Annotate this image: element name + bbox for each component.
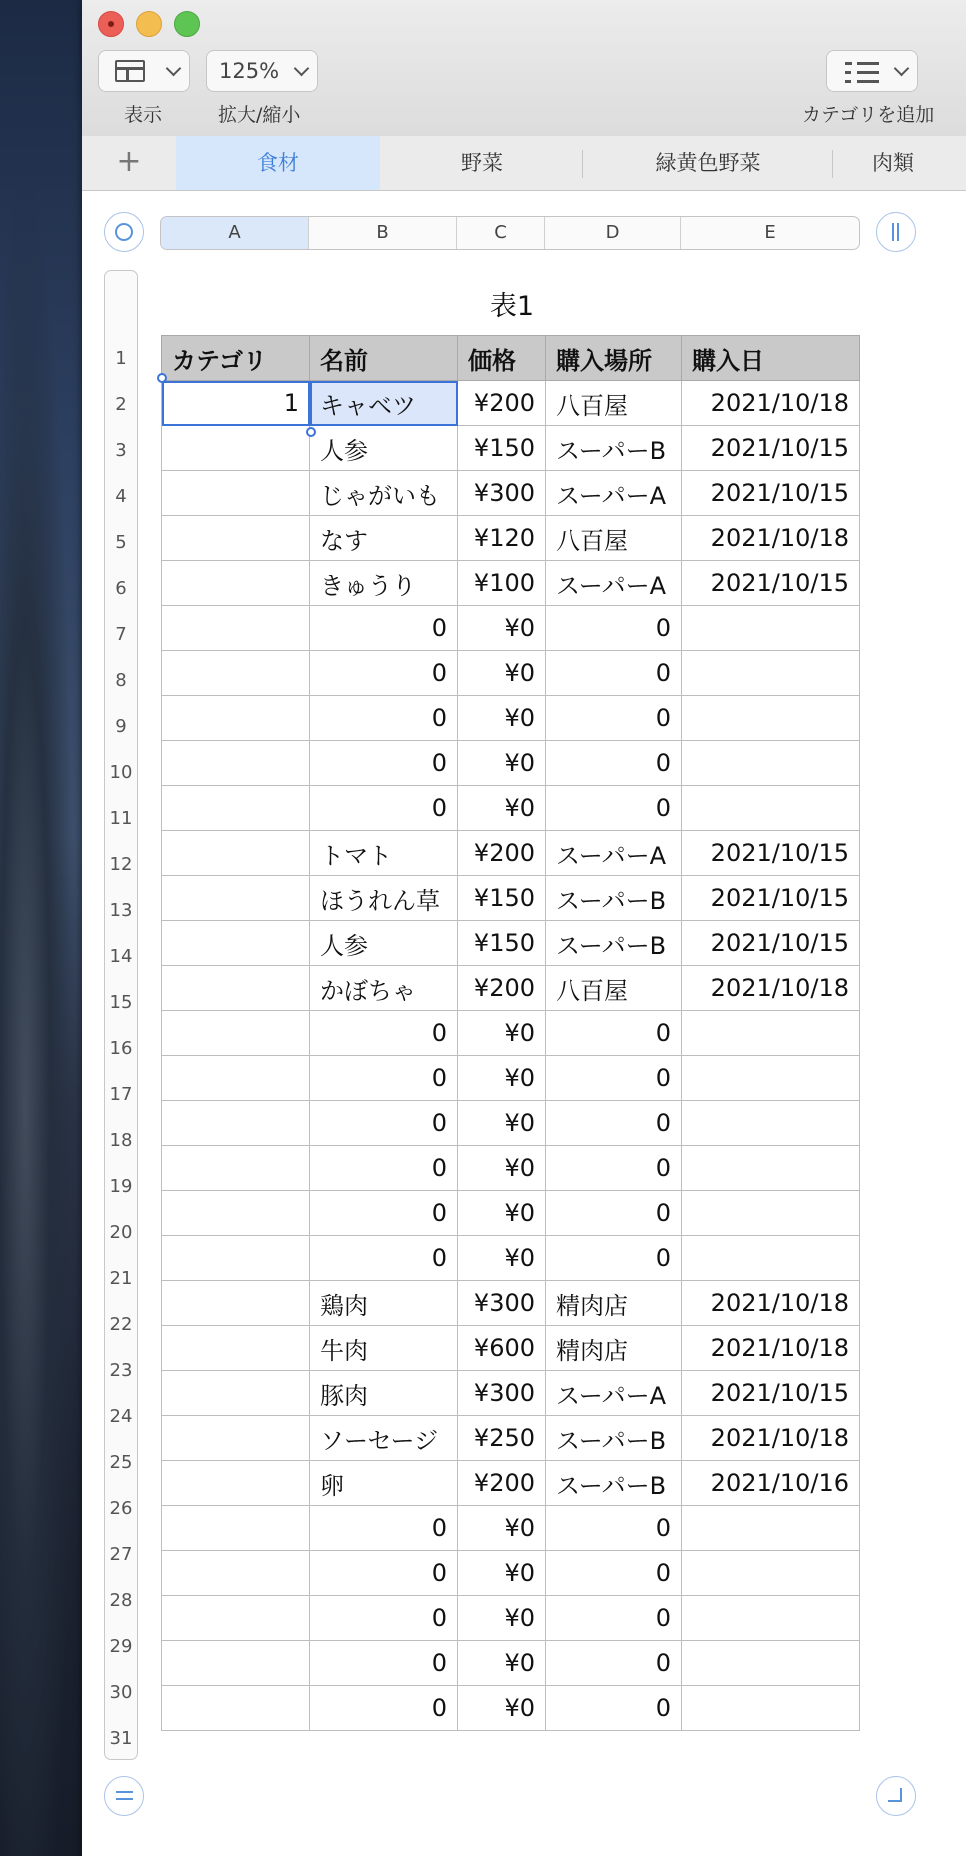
- date-cell[interactable]: 2021/10/18: [682, 1281, 860, 1326]
- date-cell[interactable]: [682, 651, 860, 696]
- header-category[interactable]: カテゴリ: [162, 336, 310, 381]
- category-cell[interactable]: [162, 1101, 310, 1146]
- table-row: [162, 1371, 860, 1416]
- category-cell[interactable]: [162, 1056, 310, 1101]
- row-header[interactable]: 24: [109, 1406, 133, 1427]
- place-cell[interactable]: 0: [546, 1011, 682, 1056]
- table-row: [162, 1596, 860, 1641]
- date-cell[interactable]: 2021/10/18: [682, 1326, 860, 1371]
- column-header-c[interactable]: C: [457, 217, 545, 249]
- category-cell[interactable]: [162, 606, 310, 651]
- category-cell[interactable]: [162, 1461, 310, 1506]
- price-cell[interactable]: ¥120: [458, 516, 546, 561]
- place-cell[interactable]: スーパーB: [546, 921, 682, 966]
- spreadsheet-table: [161, 335, 860, 1731]
- date-cell[interactable]: [682, 1191, 860, 1236]
- toolbar: [82, 0, 966, 137]
- resize-table-handle[interactable]: [876, 1776, 916, 1816]
- date-cell[interactable]: [682, 1596, 860, 1641]
- price-cell[interactable]: ¥0: [458, 1506, 546, 1551]
- column-handle-icon: [892, 223, 899, 241]
- name-cell[interactable]: キャベツ: [310, 381, 458, 426]
- row-header-bar: [104, 270, 138, 1760]
- row-header[interactable]: 5: [115, 532, 127, 553]
- name-cell[interactable]: 0: [310, 1236, 458, 1281]
- table-row: [162, 1641, 860, 1686]
- category-cell[interactable]: [162, 1641, 310, 1686]
- row-header[interactable]: 7: [115, 624, 127, 645]
- table-row: [162, 1011, 860, 1056]
- table-row: [162, 561, 860, 606]
- table-row: [162, 471, 860, 516]
- table-row: [162, 1191, 860, 1236]
- zoom-button[interactable]: [206, 50, 318, 92]
- tab-ryokuoushoku-yasai[interactable]: 緑黄色野菜: [655, 151, 761, 175]
- date-cell[interactable]: [682, 1686, 860, 1731]
- date-cell[interactable]: [682, 1011, 860, 1056]
- category-cell[interactable]: [162, 651, 310, 696]
- name-cell[interactable]: 0: [310, 1551, 458, 1596]
- table-row: [162, 1461, 860, 1506]
- name-cell[interactable]: 鶏肉: [310, 1281, 458, 1326]
- column-header-e[interactable]: E: [764, 222, 776, 243]
- name-cell[interactable]: 0: [310, 1641, 458, 1686]
- date-cell[interactable]: 2021/10/18: [682, 381, 860, 426]
- row-header[interactable]: 13: [109, 900, 133, 921]
- category-cell[interactable]: [162, 516, 310, 561]
- table-row: [162, 1281, 860, 1326]
- date-cell[interactable]: [682, 1641, 860, 1686]
- price-cell[interactable]: ¥150: [458, 426, 546, 471]
- place-cell[interactable]: 0: [546, 1686, 682, 1731]
- place-cell[interactable]: 精肉店: [546, 1326, 682, 1371]
- price-cell[interactable]: ¥150: [458, 921, 546, 966]
- name-cell[interactable]: 卵: [310, 1461, 458, 1506]
- table-row: [162, 741, 860, 786]
- price-cell[interactable]: ¥300: [458, 1281, 546, 1326]
- category-cell[interactable]: [162, 966, 310, 1011]
- tab-shokuzai[interactable]: 食材: [176, 136, 380, 190]
- date-cell[interactable]: 2021/10/18: [682, 516, 860, 561]
- date-cell[interactable]: 2021/10/15: [682, 876, 860, 921]
- name-cell[interactable]: 0: [310, 1056, 458, 1101]
- category-cell[interactable]: [162, 1326, 310, 1371]
- row-handle-icon: [116, 1791, 133, 1800]
- place-cell[interactable]: スーパーB: [546, 1461, 682, 1506]
- price-cell[interactable]: ¥600: [458, 1326, 546, 1371]
- row-header[interactable]: 28: [109, 1590, 133, 1611]
- name-cell[interactable]: 0: [310, 1011, 458, 1056]
- table-row: [162, 966, 860, 1011]
- name-cell[interactable]: 0: [310, 1686, 458, 1731]
- date-cell[interactable]: [682, 1551, 860, 1596]
- category-cell[interactable]: [162, 1686, 310, 1731]
- table-row: [162, 1686, 860, 1731]
- row-header[interactable]: 17: [109, 1084, 133, 1105]
- price-cell[interactable]: ¥300: [458, 1371, 546, 1416]
- close-window-button[interactable]: [98, 11, 124, 37]
- place-cell[interactable]: 0: [546, 696, 682, 741]
- category-cell[interactable]: [162, 561, 310, 606]
- date-cell[interactable]: 2021/10/15: [682, 1371, 860, 1416]
- category-cell[interactable]: [162, 1236, 310, 1281]
- tab-separator: [582, 150, 583, 178]
- place-cell[interactable]: スーパーA: [546, 831, 682, 876]
- category-cell[interactable]: [162, 786, 310, 831]
- name-cell[interactable]: 0: [310, 696, 458, 741]
- header-place[interactable]: 購入場所: [546, 336, 682, 381]
- name-cell[interactable]: 人参: [310, 426, 458, 471]
- table-row: [162, 381, 860, 426]
- date-cell[interactable]: 2021/10/18: [682, 1416, 860, 1461]
- row-header[interactable]: 20: [109, 1222, 133, 1243]
- date-cell[interactable]: 2021/10/16: [682, 1461, 860, 1506]
- list-icon: [845, 61, 879, 83]
- place-cell[interactable]: 0: [546, 1551, 682, 1596]
- name-cell[interactable]: 人参: [310, 921, 458, 966]
- row-header[interactable]: 14: [109, 946, 133, 967]
- row-header[interactable]: 8: [115, 670, 127, 691]
- header-name[interactable]: 名前: [310, 336, 458, 381]
- selection-handle-top[interactable]: [157, 373, 167, 383]
- table-row: [162, 426, 860, 471]
- table-row: [162, 786, 860, 831]
- table-row: [162, 1101, 860, 1146]
- price-cell[interactable]: ¥0: [458, 1641, 546, 1686]
- date-cell[interactable]: [682, 786, 860, 831]
- circle-icon: [115, 223, 133, 241]
- row-header[interactable]: 18: [109, 1130, 133, 1151]
- price-cell[interactable]: ¥200: [458, 831, 546, 876]
- name-cell[interactable]: 0: [310, 1191, 458, 1236]
- price-cell[interactable]: ¥250: [458, 1416, 546, 1461]
- row-header[interactable]: 31: [109, 1728, 133, 1749]
- category-cell[interactable]: [162, 471, 310, 516]
- category-cell[interactable]: [162, 1506, 310, 1551]
- category-cell[interactable]: [162, 1011, 310, 1056]
- place-cell[interactable]: 八百屋: [546, 516, 682, 561]
- tab-separator: [832, 150, 833, 178]
- name-cell[interactable]: 牛肉: [310, 1326, 458, 1371]
- row-header[interactable]: 21: [109, 1268, 133, 1289]
- price-cell[interactable]: ¥0: [458, 1056, 546, 1101]
- table-row: [162, 1416, 860, 1461]
- place-cell[interactable]: スーパーA: [546, 561, 682, 606]
- date-cell[interactable]: [682, 606, 860, 651]
- category-cell[interactable]: [162, 1146, 310, 1191]
- name-cell[interactable]: 0: [310, 786, 458, 831]
- zoom-value: 125%: [219, 59, 280, 83]
- price-cell[interactable]: ¥0: [458, 1551, 546, 1596]
- sidebar-layout-icon: [115, 60, 145, 82]
- date-cell[interactable]: 2021/10/15: [682, 471, 860, 516]
- name-cell[interactable]: 0: [310, 606, 458, 651]
- category-cell[interactable]: [162, 1551, 310, 1596]
- place-cell[interactable]: 0: [546, 1101, 682, 1146]
- row-header[interactable]: 6: [115, 578, 127, 599]
- category-cell[interactable]: [162, 831, 310, 876]
- add-sheet-button[interactable]: +: [116, 144, 142, 179]
- row-header[interactable]: 3: [115, 440, 127, 461]
- place-cell[interactable]: 0: [546, 1191, 682, 1236]
- price-cell[interactable]: ¥0: [458, 741, 546, 786]
- price-cell[interactable]: ¥0: [458, 1146, 546, 1191]
- name-cell[interactable]: かぼちゃ: [310, 966, 458, 1011]
- date-cell[interactable]: 2021/10/15: [682, 831, 860, 876]
- row-header[interactable]: 12: [109, 854, 133, 875]
- tab-nikurui[interactable]: 肉類: [872, 151, 914, 175]
- add-column-handle[interactable]: [876, 212, 916, 252]
- zoom-window-button[interactable]: [174, 11, 200, 37]
- category-cell[interactable]: 1: [162, 381, 310, 426]
- date-cell[interactable]: [682, 741, 860, 786]
- date-cell[interactable]: 2021/10/15: [682, 921, 860, 966]
- date-cell[interactable]: [682, 1101, 860, 1146]
- table-title: 表1: [489, 291, 535, 322]
- place-cell[interactable]: スーパーA: [546, 471, 682, 516]
- add-category-label: カテゴリを追加: [802, 104, 935, 126]
- category-cell[interactable]: [162, 1191, 310, 1236]
- place-cell[interactable]: 0: [546, 1596, 682, 1641]
- table-row: [162, 696, 860, 741]
- name-cell[interactable]: なす: [310, 516, 458, 561]
- table-row: [162, 1056, 860, 1101]
- category-cell[interactable]: [162, 1371, 310, 1416]
- date-cell[interactable]: 2021/10/15: [682, 426, 860, 471]
- category-cell[interactable]: [162, 921, 310, 966]
- place-cell[interactable]: 0: [546, 1236, 682, 1281]
- name-cell[interactable]: トマト: [310, 831, 458, 876]
- name-cell[interactable]: 豚肉: [310, 1371, 458, 1416]
- row-header[interactable]: 16: [109, 1038, 133, 1059]
- row-header[interactable]: 22: [109, 1314, 133, 1335]
- table-row: [162, 1326, 860, 1371]
- price-cell[interactable]: ¥200: [458, 966, 546, 1011]
- table-row: [162, 876, 860, 921]
- place-cell[interactable]: スーパーB: [546, 426, 682, 471]
- place-cell[interactable]: 0: [546, 1056, 682, 1101]
- price-cell[interactable]: ¥200: [458, 1461, 546, 1506]
- table-row: [162, 606, 860, 651]
- price-cell[interactable]: ¥0: [458, 1686, 546, 1731]
- table-row: [162, 1236, 860, 1281]
- table-row: [162, 921, 860, 966]
- date-cell[interactable]: 2021/10/15: [682, 561, 860, 606]
- row-header[interactable]: 25: [109, 1452, 133, 1473]
- date-cell[interactable]: [682, 1146, 860, 1191]
- price-cell[interactable]: ¥0: [458, 1596, 546, 1641]
- date-cell[interactable]: 2021/10/18: [682, 966, 860, 1011]
- place-cell[interactable]: 八百屋: [546, 966, 682, 1011]
- price-cell[interactable]: ¥0: [458, 1191, 546, 1236]
- chevron-down-icon: [166, 61, 182, 77]
- place-cell[interactable]: 精肉店: [546, 1281, 682, 1326]
- name-cell[interactable]: 0: [310, 1596, 458, 1641]
- price-cell[interactable]: ¥0: [458, 1236, 546, 1281]
- price-cell[interactable]: ¥300: [458, 471, 546, 516]
- name-cell[interactable]: 0: [310, 1101, 458, 1146]
- date-cell[interactable]: [682, 696, 860, 741]
- place-cell[interactable]: スーパーB: [546, 1416, 682, 1461]
- row-header[interactable]: 15: [109, 992, 133, 1013]
- price-cell[interactable]: ¥100: [458, 561, 546, 606]
- row-header[interactable]: 4: [115, 486, 127, 507]
- column-header-b[interactable]: B: [309, 217, 457, 249]
- date-cell[interactable]: [682, 1506, 860, 1551]
- date-cell[interactable]: [682, 1236, 860, 1281]
- place-cell[interactable]: 0: [546, 786, 682, 831]
- desktop-wallpaper: [0, 0, 84, 1856]
- row-header[interactable]: 19: [109, 1176, 133, 1197]
- row-header[interactable]: 29: [109, 1636, 133, 1657]
- chevron-down-icon: [294, 61, 310, 77]
- price-cell[interactable]: ¥0: [458, 786, 546, 831]
- view-button[interactable]: [98, 50, 190, 92]
- tab-yasai[interactable]: 野菜: [461, 151, 503, 175]
- name-cell[interactable]: 0: [310, 651, 458, 696]
- table-row: [162, 831, 860, 876]
- place-cell[interactable]: 0: [546, 1146, 682, 1191]
- minimize-window-button[interactable]: [136, 11, 162, 37]
- name-cell[interactable]: ほうれん草: [310, 876, 458, 921]
- select-table-button[interactable]: [104, 212, 144, 252]
- name-cell[interactable]: じゃがいも: [310, 471, 458, 516]
- price-cell[interactable]: ¥0: [458, 1011, 546, 1056]
- place-cell[interactable]: スーパーB: [546, 876, 682, 921]
- header-price[interactable]: 価格: [458, 336, 546, 381]
- column-header-bar: [160, 216, 860, 250]
- place-cell[interactable]: スーパーA: [546, 1371, 682, 1416]
- place-cell[interactable]: 八百屋: [546, 381, 682, 426]
- table-row: [162, 1506, 860, 1551]
- table-row: [162, 1551, 860, 1596]
- date-cell[interactable]: [682, 1056, 860, 1101]
- price-cell[interactable]: ¥0: [458, 651, 546, 696]
- name-cell[interactable]: 0: [310, 741, 458, 786]
- table-row: [162, 651, 860, 696]
- add-row-handle[interactable]: [104, 1776, 144, 1816]
- row-header[interactable]: 11: [109, 808, 133, 829]
- column-header-a[interactable]: A: [161, 217, 309, 249]
- row-header[interactable]: 2: [115, 394, 127, 415]
- name-cell[interactable]: ソーセージ: [310, 1416, 458, 1461]
- price-cell[interactable]: ¥0: [458, 696, 546, 741]
- row-header[interactable]: 1: [115, 348, 127, 369]
- table-row: [162, 516, 860, 561]
- price-cell[interactable]: ¥0: [458, 606, 546, 651]
- view-label: 表示: [124, 104, 163, 126]
- row-header[interactable]: 10: [109, 762, 133, 783]
- price-cell[interactable]: ¥150: [458, 876, 546, 921]
- row-header[interactable]: 9: [115, 716, 127, 737]
- add-category-button[interactable]: [826, 50, 918, 92]
- place-cell[interactable]: 0: [546, 741, 682, 786]
- price-cell[interactable]: ¥200: [458, 381, 546, 426]
- place-cell[interactable]: 0: [546, 606, 682, 651]
- price-cell[interactable]: ¥0: [458, 1101, 546, 1146]
- row-header[interactable]: 26: [109, 1498, 133, 1519]
- table-row: [162, 1146, 860, 1191]
- row-header[interactable]: 23: [109, 1360, 133, 1381]
- selection-handle-bottom[interactable]: [306, 427, 316, 437]
- category-cell[interactable]: [162, 1416, 310, 1461]
- header-date[interactable]: 購入日: [682, 336, 860, 381]
- resize-corner-icon: [888, 1788, 902, 1802]
- category-cell[interactable]: [162, 1596, 310, 1641]
- category-cell[interactable]: [162, 426, 310, 471]
- place-cell[interactable]: 0: [546, 1506, 682, 1551]
- numbers-window: [82, 0, 966, 1856]
- row-header[interactable]: 27: [109, 1544, 133, 1565]
- chevron-down-icon: [894, 61, 910, 77]
- category-cell[interactable]: [162, 876, 310, 921]
- name-cell[interactable]: 0: [310, 1146, 458, 1191]
- row-header[interactable]: 30: [109, 1682, 133, 1703]
- place-cell[interactable]: 0: [546, 1641, 682, 1686]
- sheet-tab-bar: [82, 136, 966, 191]
- category-cell[interactable]: [162, 741, 310, 786]
- category-cell[interactable]: [162, 1281, 310, 1326]
- column-header-d[interactable]: D: [545, 217, 681, 249]
- name-cell[interactable]: 0: [310, 1506, 458, 1551]
- name-cell[interactable]: きゅうり: [310, 561, 458, 606]
- category-cell[interactable]: [162, 696, 310, 741]
- zoom-label: 拡大/縮小: [218, 104, 301, 126]
- place-cell[interactable]: 0: [546, 651, 682, 696]
- header-row: [162, 336, 860, 381]
